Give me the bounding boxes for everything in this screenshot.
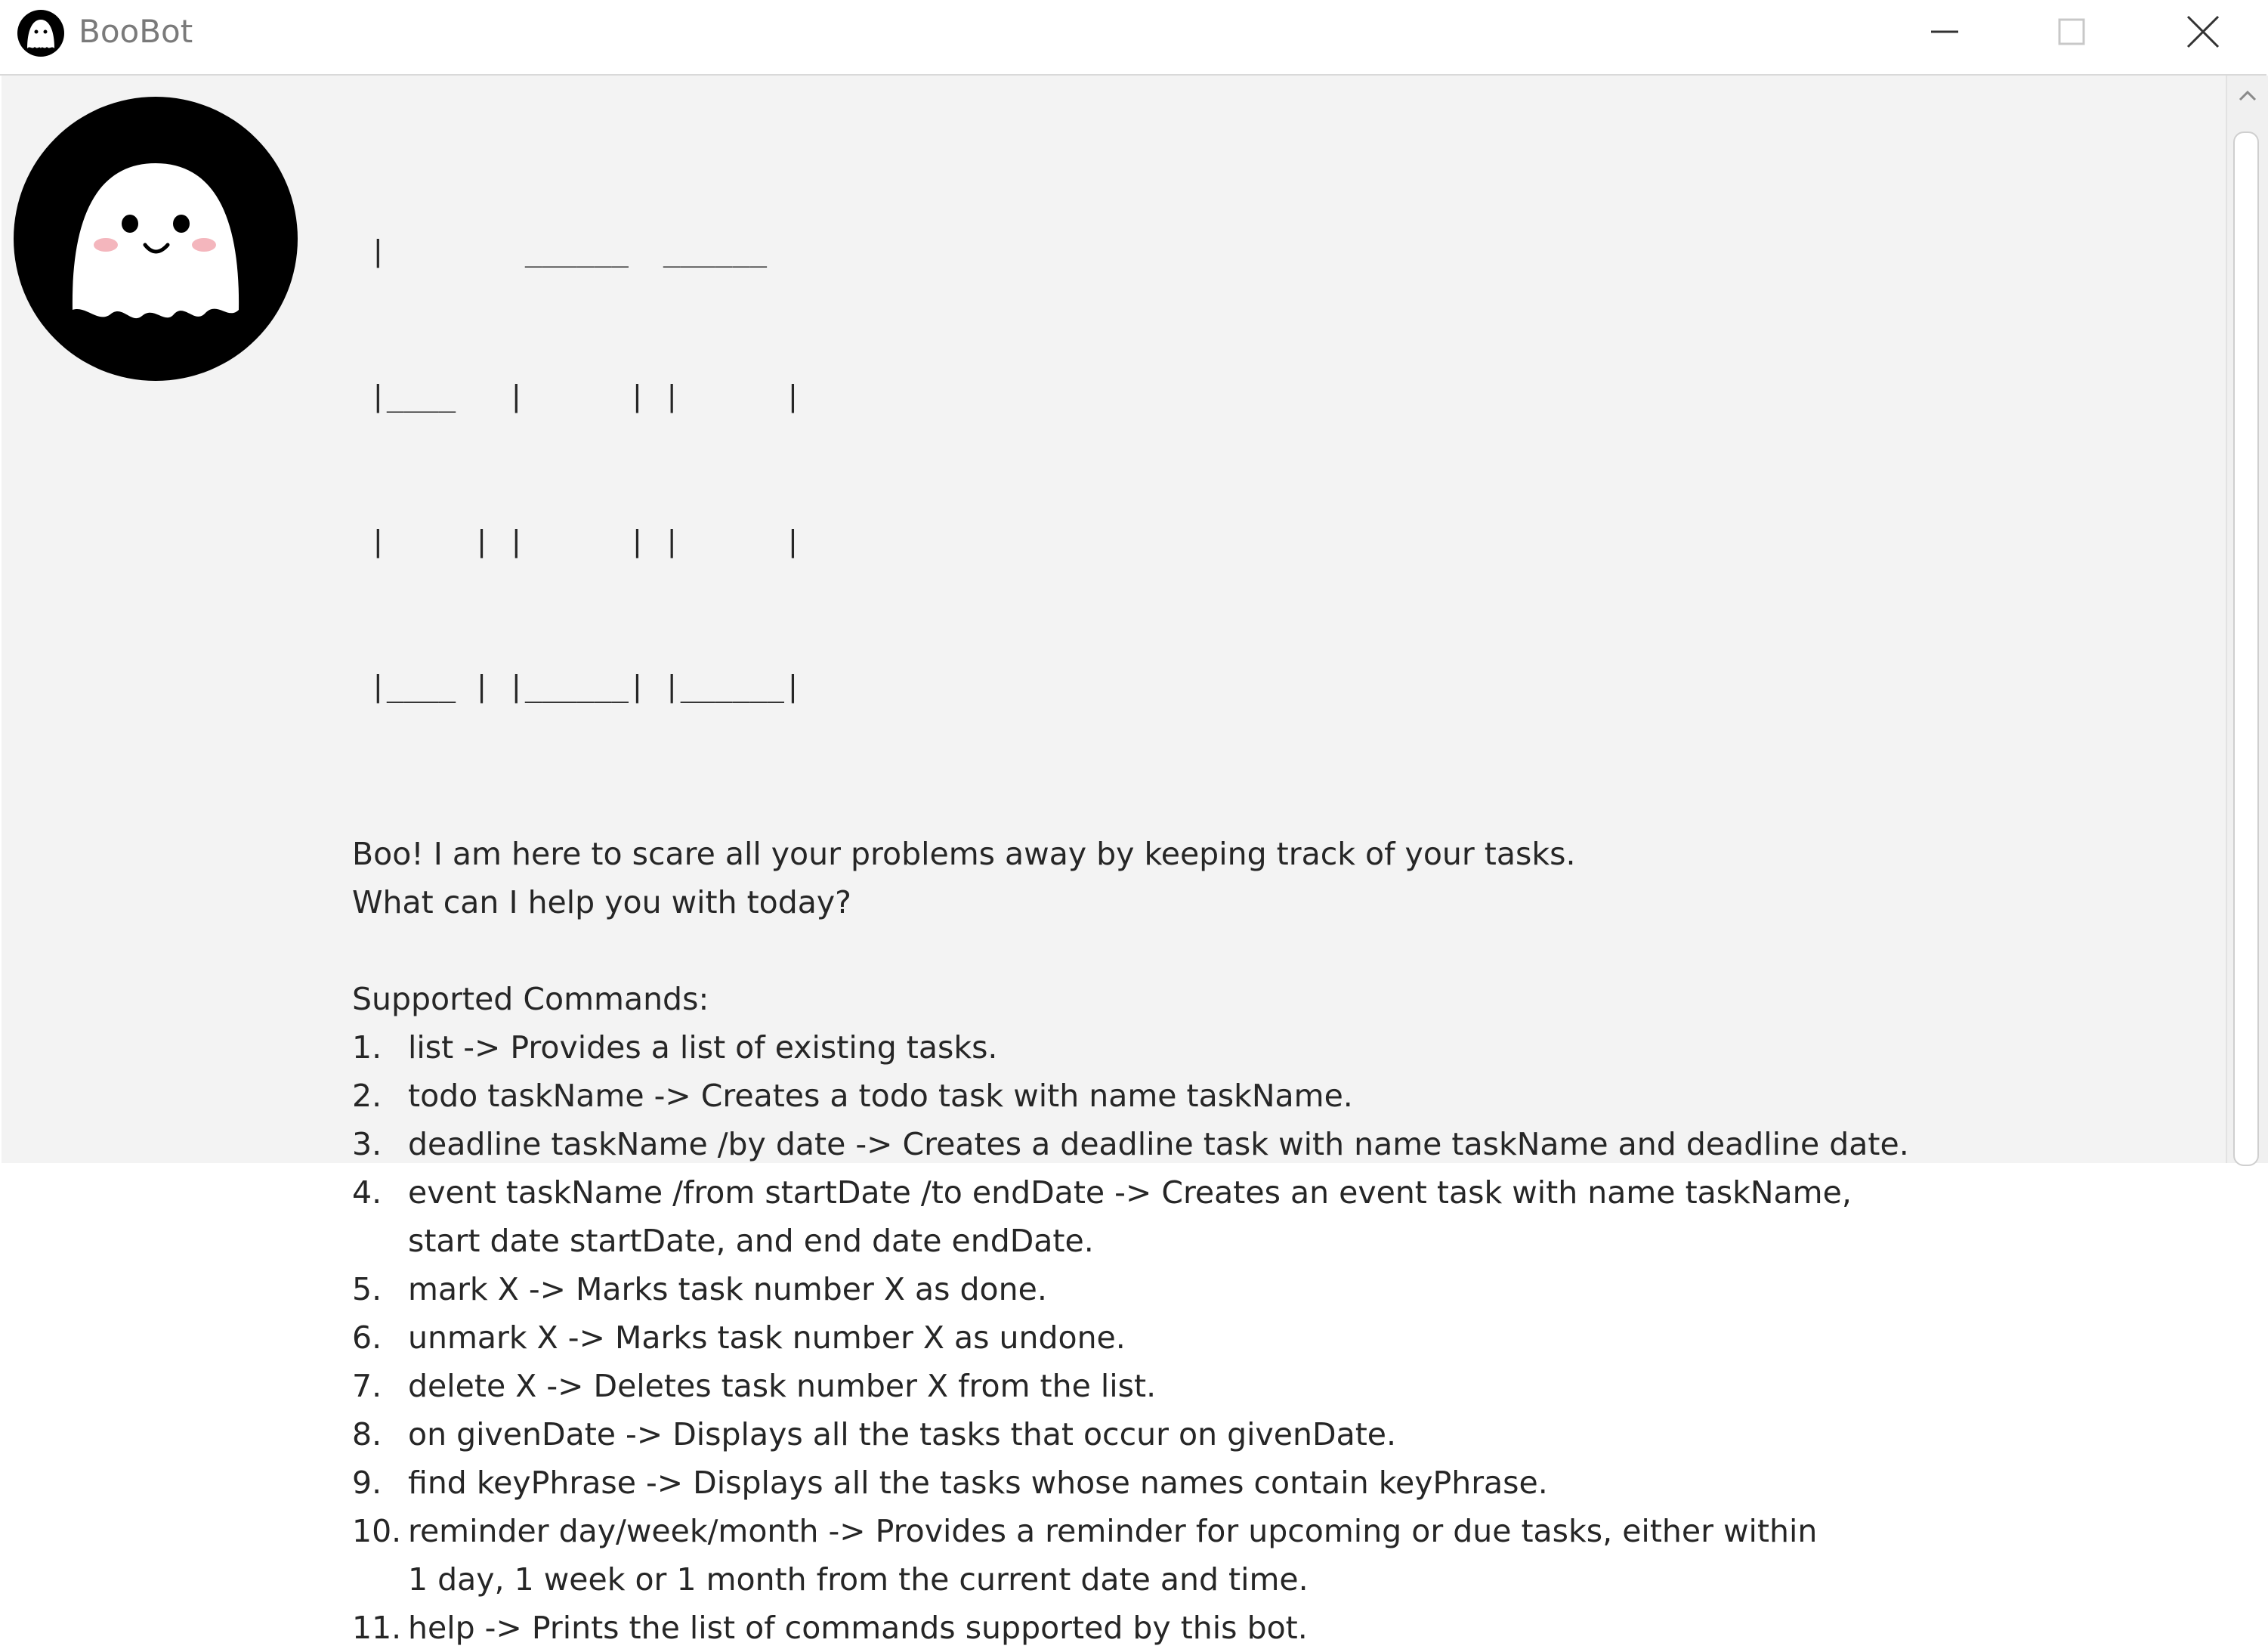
- command-number: 4.: [352, 1174, 382, 1211]
- command-text: start date startDate, and end date endDate.: [408, 1223, 1094, 1259]
- command-number: 1.: [352, 1029, 382, 1066]
- command-text: find keyPhrase -> Displays all the tasks whose names contain keyPhrase.: [408, 1465, 1548, 1501]
- command-item: [352, 1459, 2195, 1507]
- scrollbar-thumb[interactable]: [2233, 131, 2259, 1166]
- command-item: [352, 1604, 2195, 1652]
- chevron-up-icon: [2238, 86, 2257, 106]
- ascii-line: | | | | | |: [352, 524, 802, 558]
- command-text: event taskName /from startDate /to endDate -> Creates an event task with name taskName,: [408, 1174, 1852, 1211]
- command-text: unmark X -> Marks task number X as undone.: [408, 1319, 1126, 1356]
- command-number: 8.: [352, 1416, 382, 1452]
- command-number: 3.: [352, 1126, 382, 1162]
- command-text: deadline taskName /by date -> Creates a deadline task with name taskName and deadline date.: [408, 1126, 1909, 1162]
- command-item: [352, 1313, 2195, 1362]
- ascii-logo: [352, 130, 2195, 807]
- command-text: 1 day, 1 week or 1 month from the current date and time.: [408, 1561, 1309, 1598]
- intro-text: [352, 830, 2195, 927]
- ascii-line: |____ | |______| |______|: [352, 670, 802, 703]
- command-text: on givenDate -> Displays all the tasks that occur on givenDate.: [408, 1416, 1397, 1452]
- commands-header: Supported Commands:: [352, 981, 709, 1017]
- ghost-icon: [17, 9, 65, 57]
- command-item: [352, 1120, 2195, 1168]
- intro-line: Boo! I am here to scare all your problems away by keeping track of your tasks.: [352, 836, 1576, 872]
- maximize-icon: [2056, 17, 2087, 47]
- close-button[interactable]: [2140, 0, 2266, 63]
- command-item: [352, 1023, 2195, 1072]
- command-number: 7.: [352, 1368, 382, 1404]
- close-icon: [2186, 15, 2220, 48]
- command-item: [352, 1168, 2195, 1265]
- bot-message: [352, 130, 2195, 1652]
- dialog-container: [2, 76, 2226, 1646]
- command-number: 6.: [352, 1319, 382, 1356]
- command-text: todo taskName -> Creates a todo task with name taskName.: [408, 1078, 1353, 1114]
- ascii-line: |____ | | | |: [352, 379, 802, 413]
- command-item: [352, 1507, 2195, 1604]
- minimize-button[interactable]: [1881, 0, 2008, 63]
- maximize-button[interactable]: [2008, 0, 2135, 63]
- command-text: reminder day/week/month -> Provides a reminder for upcoming or due tasks, either within: [408, 1513, 1818, 1549]
- command-number: 2.: [352, 1078, 382, 1114]
- command-number: 10.: [352, 1513, 402, 1549]
- ghost-avatar-icon: [14, 97, 298, 381]
- ascii-line: | ______ ______: [352, 234, 768, 268]
- title-bar: [0, 0, 2266, 76]
- command-item: [352, 1410, 2195, 1459]
- scroll-up-button[interactable]: [2227, 76, 2268, 116]
- vertical-scrollbar[interactable]: [2226, 76, 2268, 1163]
- command-text: list -> Provides a list of existing tasks.: [408, 1029, 998, 1066]
- command-text: mark X -> Marks task number X as done.: [408, 1271, 1047, 1307]
- minimize-icon: [1930, 17, 1960, 47]
- command-number: 5.: [352, 1271, 382, 1307]
- intro-line: What can I help you with today?: [352, 884, 851, 920]
- window-title: BooBot: [79, 13, 193, 50]
- command-item: [352, 1265, 2195, 1313]
- command-text: delete X -> Deletes task number X from the list.: [408, 1368, 1157, 1404]
- command-text: help -> Prints the list of commands supported by this bot.: [408, 1610, 1308, 1646]
- command-item: [352, 1072, 2195, 1120]
- command-number: 9.: [352, 1465, 382, 1501]
- command-number: 11.: [352, 1610, 402, 1646]
- command-item: [352, 1362, 2195, 1410]
